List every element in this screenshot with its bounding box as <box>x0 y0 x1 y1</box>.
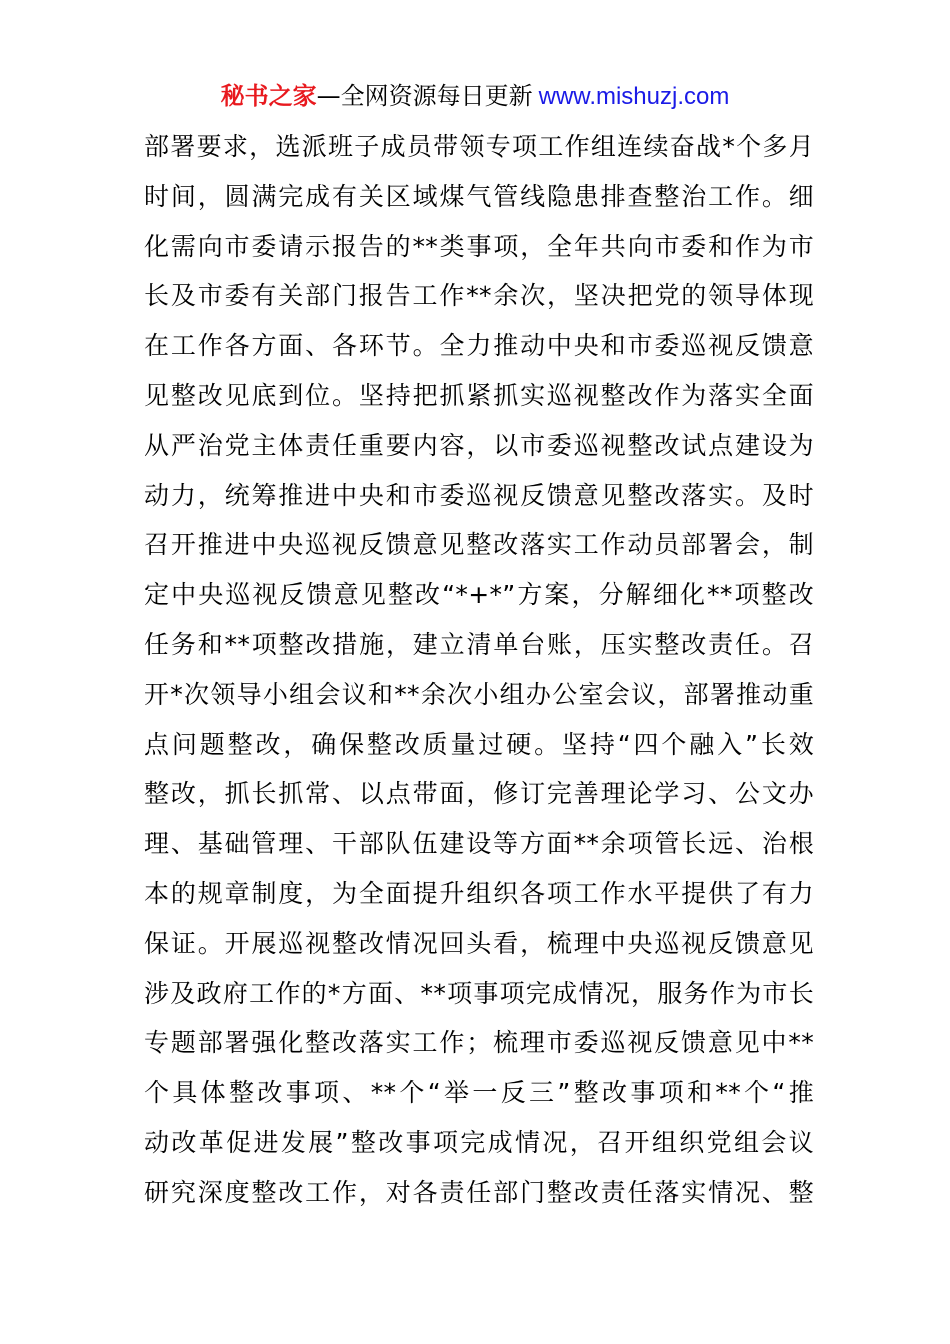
text-line: 涉及政府工作的*方面、**项事项完成情况，服务作为市长 <box>144 978 814 1008</box>
site-header <box>0 78 950 115</box>
text-line: 召开推进中央巡视反馈意见整改落实工作动员部署会，制 <box>144 530 814 560</box>
text-line: 动改革促进发展”整改事项完成情况，召开组织党组会议 <box>144 1127 814 1157</box>
text-line: 保证。开展巡视整改情况回头看，梳理中央巡视反馈意见 <box>144 928 814 958</box>
text-line: 专题部署强化整改落实工作；梳理市委巡视反馈意见中** <box>144 1028 814 1058</box>
text-line: 见整改见底到位。坚持把抓紧抓实巡视整改作为落实全面 <box>144 380 814 410</box>
text-line: 个具体整改事项、**个“举一反三”整改事项和**个“推 <box>144 1078 814 1108</box>
text-line: 整改，抓长抓常、以点带面，修订完善理论学习、公文办 <box>144 779 814 809</box>
text-line: 本的规章制度，为全面提升组织各项工作水平提供了有力 <box>144 878 814 908</box>
text-line: 研究深度整改工作，对各责任部门整改责任落实情况、整 <box>144 1177 814 1207</box>
text-line: 化需向市委请示报告的**类事项，全年共向市委和作为市 <box>144 231 814 261</box>
text-line: 部署要求，选派班子成员带领专项工作组连续奋战*个多月 <box>144 132 814 161</box>
text-line: 时间，圆满完成有关区域煤气管线隐患排查整治工作。细 <box>144 181 814 211</box>
site-tagline: —全网资源每日更新 <box>316 82 533 110</box>
text-line: 动力，统筹推进中央和市委巡视反馈意见整改落实。及时 <box>144 480 814 510</box>
text-line: 从严治党主体责任重要内容，以市委巡视整改试点建设为 <box>144 430 814 460</box>
text-line: 开*次领导小组会议和**余次小组办公室会议，部署推动重 <box>144 679 814 709</box>
text-line: 理、基础管理、干部队伍建设等方面**余项管长远、治根 <box>144 829 814 859</box>
text-line: 定中央巡视反馈意见整改“*+*”方案，分解细化**项整改 <box>144 580 814 610</box>
site-url-link[interactable]: www.mishuzj.com <box>538 83 730 110</box>
text-line: 点问题整改，确保整改质量过硬。坚持“四个融入”长效 <box>144 729 814 759</box>
text-line: 长及市委有关部门报告工作**余次，坚决把党的领导体现 <box>144 281 814 311</box>
document-body <box>144 122 814 1218</box>
site-brand: 秘书之家 <box>220 82 317 110</box>
text-line: 在工作各方面、各环节。全力推动中央和市委巡视反馈意 <box>144 331 814 361</box>
text-line: 任务和**项整改措施，建立清单台账，压实整改责任。召 <box>144 629 814 659</box>
